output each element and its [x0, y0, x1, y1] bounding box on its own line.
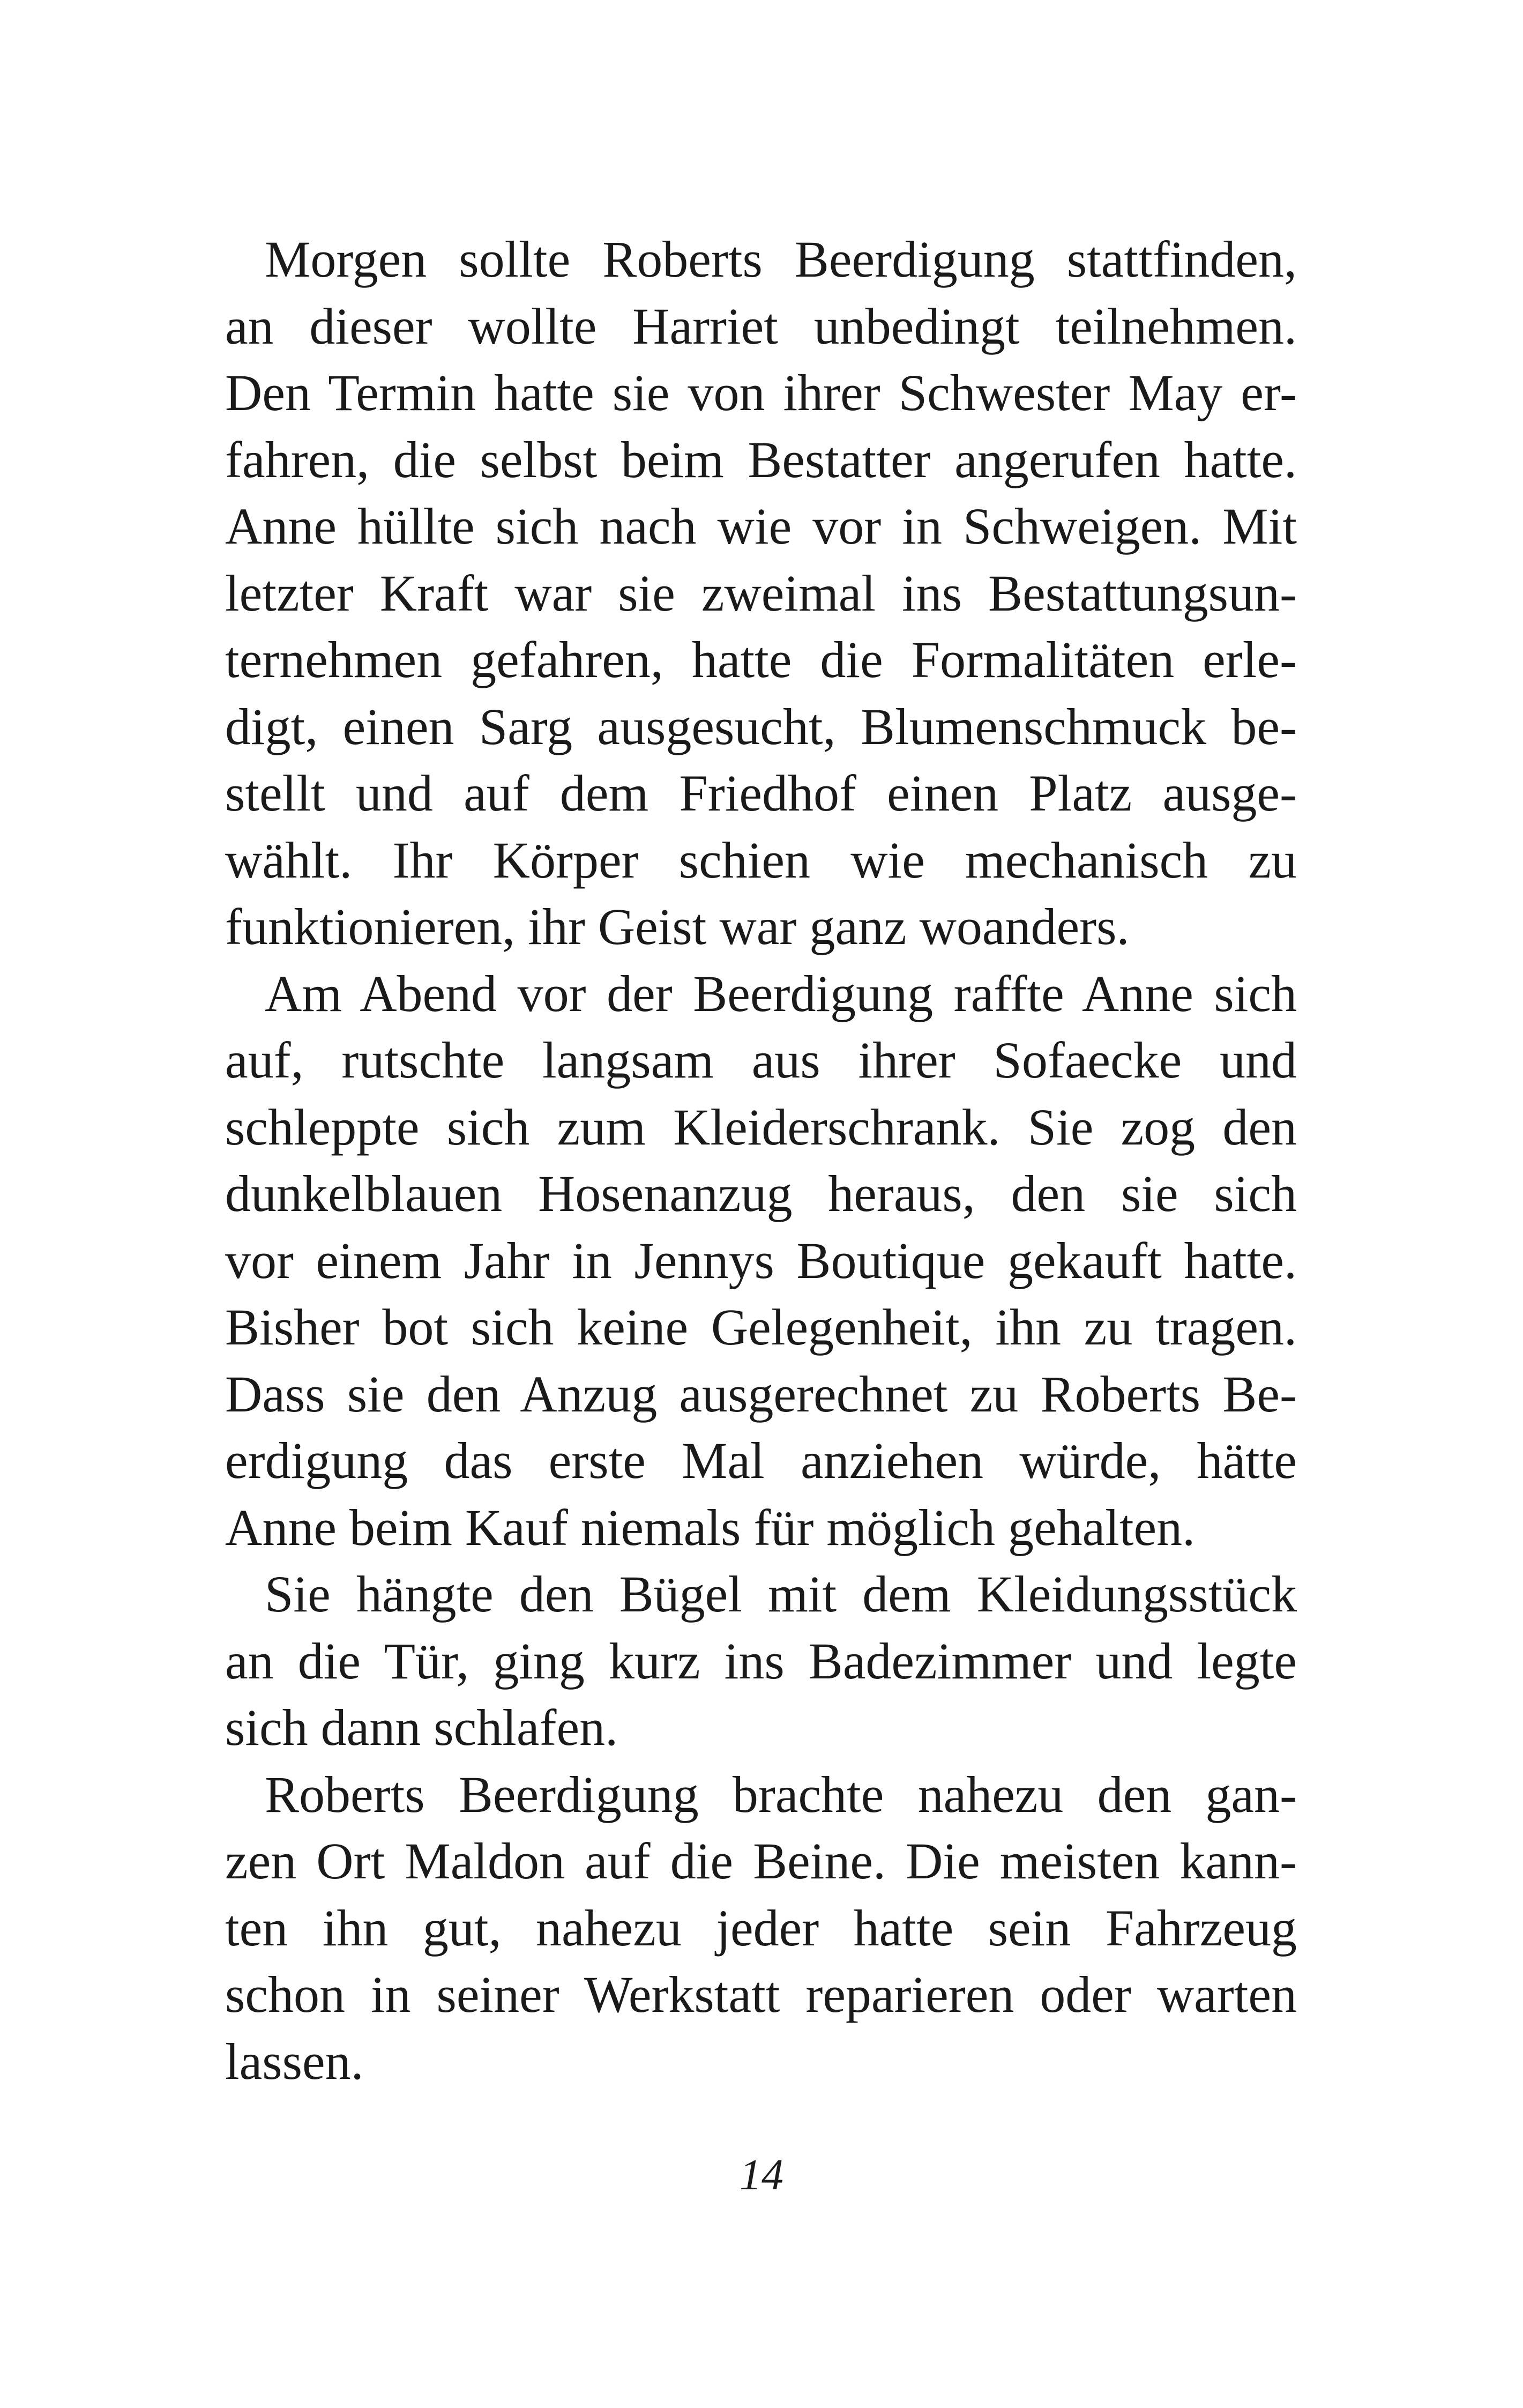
text-line: Anne hüllte sich nach wie vor in Schweigen. Mit: [225, 497, 1297, 555]
text-line: zen Ort Maldon auf die Beine. Die meisten kann-: [225, 1832, 1297, 1890]
text-line: schleppte sich zum Kleiderschrank. Sie zog den: [225, 1098, 1297, 1156]
paragraph: [225, 1561, 1297, 1762]
text-line: sich dann schlafen.: [225, 1699, 618, 1756]
text-line: Bisher bot sich keine Gelegenheit, ihn zu tragen.: [225, 1298, 1297, 1356]
text-line: wählt. Ihr Körper schien wie mechanisch zu: [225, 831, 1297, 889]
body-text: [225, 226, 1297, 2095]
text-line: dunkelblauen Hosenanzug heraus, den sie sich: [225, 1165, 1297, 1222]
text-line: Anne beim Kauf niemals für möglich gehalten.: [225, 1498, 1196, 1556]
text-line: Roberts Beerdigung brachte nahezu den gan-: [265, 1765, 1297, 1823]
paragraph: [225, 226, 1297, 961]
text-line: ternehmen gefahren, hatte die Formalitäten erle-: [225, 631, 1297, 688]
paragraph: [225, 1762, 1297, 2095]
text-line: schon in seiner Werkstatt reparieren oder warten: [225, 1966, 1297, 2023]
text-line: Sie hängte den Bügel mit dem Kleidungsstück: [265, 1565, 1297, 1623]
text-line: funktionieren, ihr Geist war ganz woanders.: [225, 898, 1130, 955]
page-number: 14: [740, 2150, 783, 2199]
text-line: Dass sie den Anzug ausgerechnet zu Roberts Be-: [225, 1365, 1297, 1423]
text-line: erdigung das erste Mal anziehen würde, hätte: [225, 1432, 1297, 1489]
text-line: Morgen sollte Roberts Beerdigung stattfinden,: [265, 231, 1297, 288]
text-line: ten ihn gut, nahezu jeder hatte sein Fahrzeug: [225, 1899, 1297, 1957]
text-line: lassen.: [225, 2032, 364, 2090]
text-line: Den Termin hatte sie von ihrer Schwester May er-: [225, 364, 1297, 421]
text-line: fahren, die selbst beim Bestatter angerufen hatte.: [225, 430, 1297, 488]
text-line: vor einem Jahr in Jennys Boutique gekauft hatte.: [225, 1231, 1297, 1289]
text-line: an die Tür, ging kurz ins Badezimmer und legte: [225, 1632, 1297, 1690]
text-line: an dieser wollte Harriet unbedingt teilnehmen.: [225, 297, 1297, 355]
text-line: digt, einen Sarg ausgesucht, Blumenschmuck be-: [225, 697, 1297, 755]
paragraph: [225, 961, 1297, 1562]
text-line: stellt und auf dem Friedhof einen Platz ausge-: [225, 764, 1297, 822]
text-line: auf, rutschte langsam aus ihrer Sofaecke und: [225, 1031, 1297, 1089]
text-line: Am Abend vor der Beerdigung raffte Anne sich: [265, 964, 1297, 1022]
text-line: letzter Kraft war sie zweimal ins Bestattungsun-: [225, 564, 1297, 622]
